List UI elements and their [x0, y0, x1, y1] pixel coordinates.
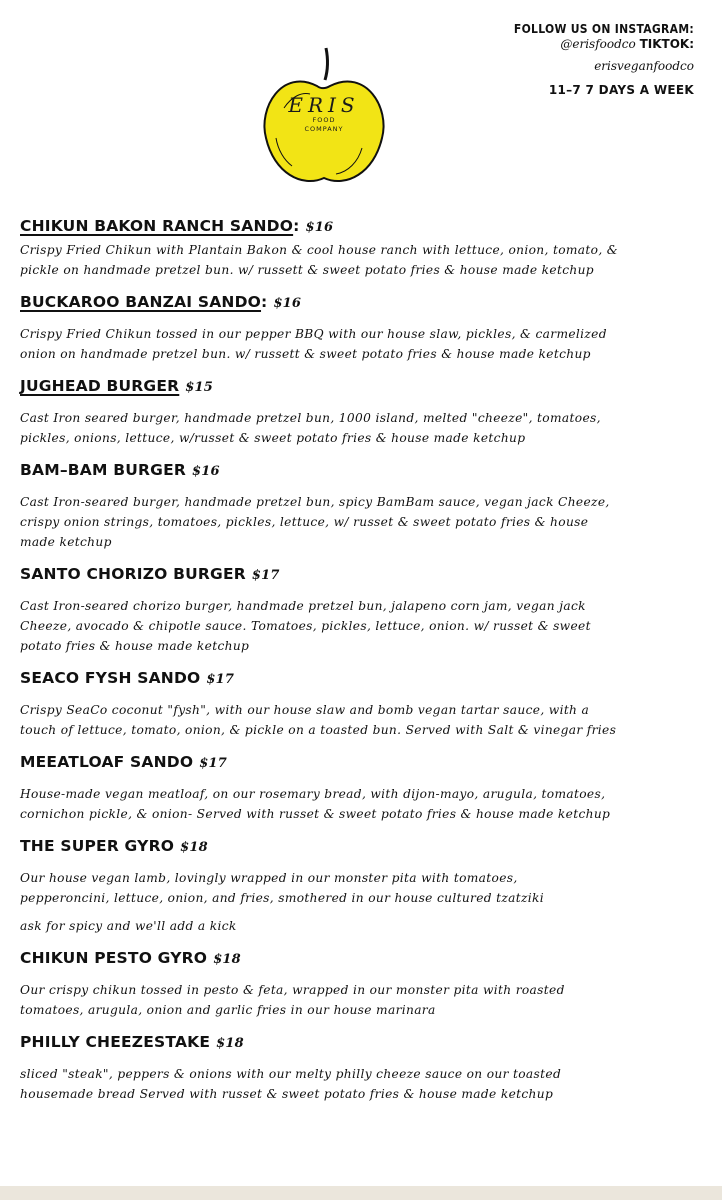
- menu-item-price: $18: [216, 1036, 244, 1051]
- menu-item-description: sliced "steak", peppers & onions with our melty philly cheeze sauce on our toasted housemade bread Served with russet & sweet potato fries & house made ketchup: [20, 1067, 562, 1101]
- instagram-label: FOLLOW US ON INSTAGRAM:: [513, 22, 694, 36]
- menu-item-name: PHILLY CHEEZESTAKE: [20, 1033, 211, 1051]
- menu-item-header: [20, 562, 710, 588]
- tiktok-label: TIKTOK:: [639, 37, 694, 51]
- menu-item-price: $17: [199, 756, 227, 771]
- menu-item-name: CHIKUN PESTO GYRO: [20, 949, 208, 967]
- menu-item: [20, 290, 710, 364]
- menu-item-description: Our crispy chikun tossed in pesto & feta, wrapped in our monster pita with roasted tomatoes, arugula, onion and garlic fries in our house marinara: [20, 983, 565, 1017]
- social-info: [514, 22, 694, 98]
- menu-item-header: [20, 946, 710, 972]
- menu-item-note: ask for spicy and we'll add a kick: [20, 919, 237, 933]
- menu-item-description: Cast Iron-seared burger, handmade pretzel bun, spicy BamBam sauce, vegan jack Cheeze, crispy onion strings, tomatoes, pickles, lettuce, w/ russet & sweet potato fries & house made ketchup: [20, 495, 610, 549]
- menu-item-description: House-made vegan meatloaf, on our rosemary bread, with dijon-mayo, arugula, tomatoes, cornichon pickle, & onion- Served with russet & sweet potato fries & house made ketchup: [20, 787, 611, 821]
- logo-subtitle-2: COMPANY: [304, 125, 344, 133]
- page-bottom-edge: [0, 1186, 722, 1200]
- menu-item-price: $16: [305, 220, 334, 235]
- menu-item-price: $17: [206, 672, 235, 687]
- menu-item: [20, 666, 710, 740]
- menu-item: [20, 374, 710, 448]
- menu-item: [20, 750, 710, 824]
- hours-text: 11–7 7 DAYS A WEEK: [548, 83, 694, 97]
- menu-item-price: $15: [185, 380, 214, 395]
- menu-item: [20, 946, 710, 1020]
- spacer: [20, 908, 710, 916]
- menu-item-price: $17: [251, 568, 280, 583]
- menu-item-description: Our house vegan lamb, lovingly wrapped in our monster pita with tomatoes, pepperoncini, lettuce, onion, and fries, smothered in our house cultured tzatziki: [20, 871, 545, 905]
- menu-item-name: JUGHEAD BURGER: [20, 377, 180, 395]
- menu-item: [20, 1030, 710, 1104]
- menu-item-name: BAM–BAM BURGER: [20, 461, 186, 479]
- spacer: [20, 776, 710, 784]
- spacer: [20, 588, 710, 596]
- logo-wordmark: [262, 94, 386, 134]
- menu-item: [20, 834, 710, 936]
- menu-item-separator: :: [261, 293, 268, 311]
- menu-item-name: BUCKAROO BANZAI SANDO: [20, 293, 262, 311]
- spacer: [20, 972, 710, 980]
- spacer: [20, 316, 710, 324]
- instagram-handle[interactable]: @erisfoodco: [560, 37, 636, 51]
- menu-item-separator: :: [293, 217, 300, 235]
- menu-item-header: [20, 290, 710, 316]
- menu-item-name: SANTO CHORIZO BURGER: [20, 565, 246, 583]
- menu-item-price: $16: [192, 464, 220, 479]
- menu-item-header: [20, 1030, 710, 1056]
- menu-item-header: [20, 374, 710, 400]
- logo-subtitle-1: FOOD: [312, 116, 336, 124]
- menu-item-price: $18: [180, 840, 208, 855]
- menu-item-header: [20, 458, 710, 484]
- menu-item: [20, 458, 710, 552]
- menu-item-price: $16: [273, 296, 302, 311]
- menu-list: [20, 214, 710, 1114]
- menu-item: [20, 214, 710, 280]
- menu-item-description: Cast Iron seared burger, handmade pretzel bun, 1000 island, melted "cheeze", tomatoes, pickles, onions, lettuce, w/russet & sweet potato fries & house made ketchup: [20, 411, 601, 445]
- menu-item-name: SEACO FYSH SANDO: [20, 669, 201, 687]
- menu-item-description: Crispy Fried Chikun with Plantain Bakon & cool house ranch with lettuce, onion, tomato, & pickle on handmade pretzel bun. w/ russett & sweet potato fries & house made ketchup: [20, 243, 618, 277]
- spacer: [20, 692, 710, 700]
- menu-item-description: Crispy SeaCo coconut "fysh", with our house slaw and bomb vegan tartar sauce, with a touch of lettuce, tomato, onion, & pickle on a toasted bun. Served with Salt & vinegar fries: [20, 703, 617, 737]
- menu-item-price: $18: [213, 952, 241, 967]
- menu-item-header: [20, 750, 710, 776]
- social-line: [514, 37, 694, 52]
- menu-item-description: Crispy Fried Chikun tossed in our pepper BBQ with our house slaw, pickles, & carmelized onion on handmade pretzel bun. w/ russett & sweet potato fries & house made ketchup: [20, 327, 607, 361]
- menu-item-name: THE SUPER GYRO: [20, 837, 175, 855]
- spacer: [20, 484, 710, 492]
- tiktok-handle[interactable]: erisveganfoodco: [594, 59, 694, 73]
- menu-item-description: Cast Iron-seared chorizo burger, handmade pretzel bun, jalapeno corn jam, vegan jack Cheeze, avocado & chipotle sauce. Tomatoes, pickles, lettuce, onion. w/ russet & sweet potato fries & house made ketchup: [20, 599, 591, 653]
- spacer: [20, 860, 710, 868]
- menu-item-name: MEEATLOAF SANDO: [20, 753, 194, 771]
- spacer: [20, 1056, 710, 1064]
- menu-item: [20, 562, 710, 656]
- menu-item-name: CHIKUN BAKON RANCH SANDO: [20, 217, 294, 235]
- logo-name: ERIS: [288, 93, 360, 117]
- spacer: [20, 400, 710, 408]
- menu-item-header: [20, 666, 710, 692]
- menu-item-header: [20, 214, 710, 240]
- menu-item-header: [20, 834, 710, 860]
